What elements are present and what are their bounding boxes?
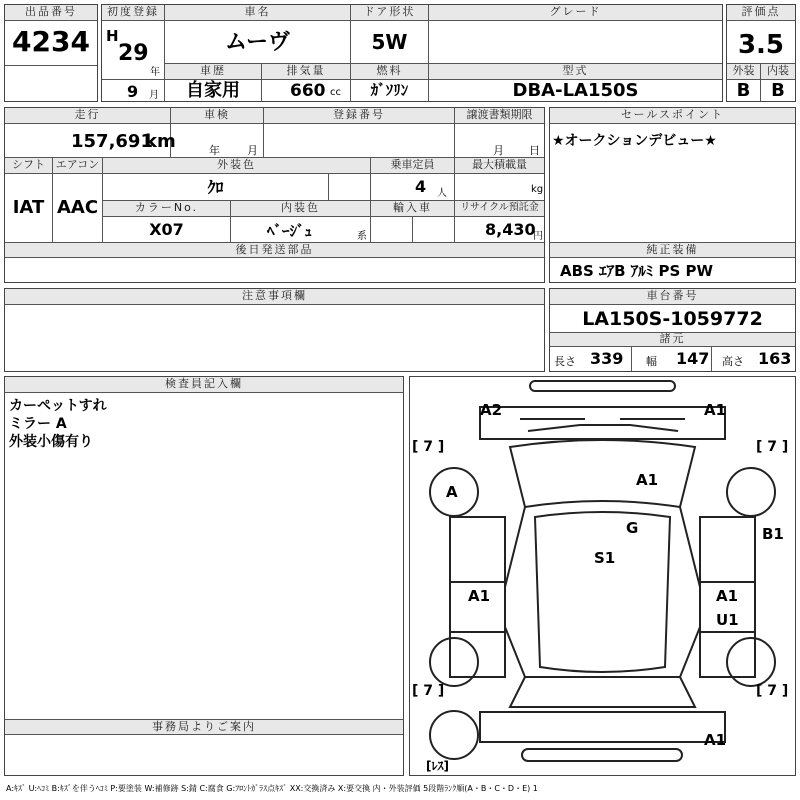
- first-reg-label: 初度登録: [102, 5, 165, 21]
- recycle-label: リサイクル預託金: [455, 201, 544, 217]
- inspection-year-unit: 年: [209, 144, 220, 157]
- lot-number: 4234: [12, 25, 90, 58]
- inspection-month-unit: 月: [247, 144, 258, 157]
- header-main: [101, 4, 723, 102]
- ac-type: AAC: [53, 174, 103, 242]
- notes-label: 注意事項欄: [5, 289, 544, 305]
- capacity: 4: [415, 177, 427, 196]
- damage-mark: A1: [636, 471, 659, 489]
- capacity-unit: 人: [437, 188, 447, 199]
- score-box: [726, 4, 796, 102]
- damage-mark: A1: [716, 587, 739, 605]
- car-name-label: 車名: [165, 5, 351, 21]
- damage-mark: A1: [704, 731, 727, 749]
- equipment-label: 純正装備: [550, 242, 795, 258]
- sales-point-box: [549, 107, 796, 283]
- door-type: 5W: [351, 21, 429, 64]
- grade-label: グレード: [429, 5, 722, 21]
- length: 339: [590, 349, 624, 368]
- mileage-unit: km: [145, 131, 176, 152]
- damage-mark: A: [446, 483, 458, 501]
- max-load-unit: kg: [531, 184, 544, 195]
- inspector-line: ミラー A: [9, 416, 67, 432]
- max-load-label: 最大積載量: [455, 158, 544, 174]
- history-label: 車歴: [165, 64, 262, 80]
- chassis-number: LA150S-1059772: [550, 305, 795, 333]
- inspector-label: 検査員記入欄: [5, 377, 403, 393]
- score: 3.5: [727, 21, 795, 64]
- damage-mark: S1: [594, 549, 616, 567]
- damage-mark: A1: [468, 587, 491, 605]
- model-code: DBA-LA150S: [512, 80, 639, 101]
- fuel-label: 燃料: [351, 64, 429, 80]
- color-no-label: カラーNo.: [103, 201, 231, 217]
- dims-label: 諸元: [550, 333, 795, 347]
- chassis-label: 車台番号: [550, 289, 795, 305]
- shift: IAT: [5, 174, 53, 242]
- recycle-unit: 円: [533, 231, 543, 242]
- displacement-label: 排気量: [262, 64, 351, 80]
- score-label: 評価点: [727, 5, 795, 21]
- ext-color-label: 外装色: [103, 158, 371, 174]
- mileage-label: 走行: [5, 108, 171, 124]
- damage-mark: A1: [704, 401, 727, 419]
- era: H: [106, 27, 119, 45]
- inspector-box: [4, 376, 404, 776]
- tire-depth: [ﾚｽ]: [426, 759, 449, 773]
- damage-mark: U1: [716, 611, 739, 629]
- inspection-label: 車検: [171, 108, 264, 124]
- height-label: 高さ: [722, 355, 744, 368]
- equipment: ABS ｴｱB ｱﾙﾐ PS PW: [560, 262, 714, 280]
- reg-no: [264, 124, 455, 158]
- displacement: 660: [290, 81, 326, 101]
- tire-depth: [ 7 ]: [412, 439, 445, 455]
- sales-point-text: ★オークションデビュー★: [552, 133, 717, 149]
- transfer-month-unit: 月: [493, 144, 504, 157]
- history: 自家用: [165, 80, 262, 101]
- damage-mark: B1: [762, 525, 784, 543]
- recycle-fee: 8,430: [485, 220, 536, 239]
- car-outline: [410, 377, 795, 775]
- damage-mark: A2: [480, 401, 503, 419]
- grade: [429, 21, 722, 64]
- later-parts: [5, 258, 544, 282]
- year-unit: 年: [150, 67, 160, 78]
- later-parts-label: 後日発送部品: [5, 242, 544, 258]
- int-color: ﾍﾞｰｼﾞｭ: [267, 222, 313, 240]
- damage-diagram: [409, 376, 796, 776]
- ext-color: ｸﾛ: [103, 174, 329, 201]
- chassis-box: [549, 288, 796, 372]
- color-no: X07: [103, 217, 231, 242]
- ac-label: エアコン: [53, 158, 103, 174]
- damage-mark: G: [626, 519, 639, 537]
- interior-grade: B: [771, 80, 785, 101]
- capacity-label: 乗車定員: [371, 158, 455, 174]
- inspector-line: カーペットすれ: [9, 398, 107, 414]
- fuel: ｶﾞｿﾘﾝ: [351, 80, 429, 101]
- notes-box: [4, 288, 545, 372]
- exterior-grade: B: [727, 80, 761, 101]
- model-label: 型式: [429, 64, 722, 80]
- office-label: 事務局よりご案内: [5, 719, 403, 735]
- mileage: 157,691: [71, 131, 153, 152]
- inspector-line: 外装小傷有り: [9, 434, 93, 450]
- tire-depth: [ 7 ]: [756, 683, 789, 699]
- import-label: 輸入車: [371, 201, 455, 217]
- width-label: 幅: [646, 355, 657, 368]
- lot-label: 出品番号: [5, 5, 97, 21]
- specs-box: [4, 107, 545, 283]
- transfer-day-unit: 日: [529, 144, 540, 157]
- height: 163: [758, 349, 792, 368]
- tire-depth: [ 7 ]: [756, 439, 789, 455]
- exterior-label: 外装: [727, 64, 761, 80]
- shift-label: シフト: [5, 158, 53, 174]
- reg-no-label: 登録番号: [264, 108, 455, 124]
- reg-year: 29: [118, 41, 149, 66]
- width: 147: [676, 349, 710, 368]
- interior-label: 内装: [761, 64, 795, 80]
- tire-depth: [ 7 ]: [412, 683, 445, 699]
- door-label: ドア形状: [351, 5, 429, 21]
- int-color-label: 内装色: [231, 201, 371, 217]
- displacement-unit: cc: [330, 87, 341, 98]
- transfer-label: 譲渡書類期限: [455, 108, 544, 124]
- reg-month: 9: [127, 82, 139, 101]
- month-unit: 月: [149, 90, 159, 101]
- lot-box: [4, 4, 98, 102]
- int-color-unit: 系: [357, 231, 367, 242]
- legend: A:ｷｽﾞ U:ﾍｺﾐ B:ｷｽﾞを伴うﾍｺﾐ P:要塗装 W:補修跡 S:錆 C:腐食 G:ﾌﾛﾝﾄｶﾞﾗｽ点ｷｽﾞ XX:交換済み X:要交換 内・外装評価 5段階ﾗﾝｸ順(A・B・C・D・E) 1: [6, 784, 538, 793]
- sales-point-label: セールスポイント: [550, 108, 795, 124]
- length-label: 長さ: [554, 355, 576, 368]
- car-name: ムーヴ: [165, 21, 351, 64]
